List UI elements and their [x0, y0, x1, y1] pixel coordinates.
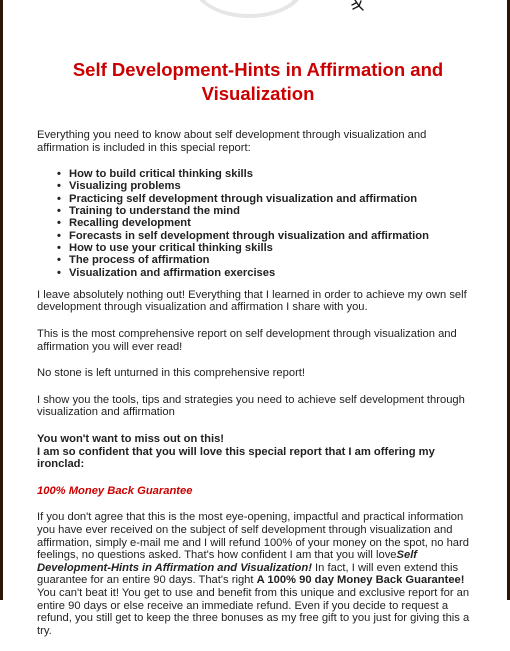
bullet-dot-icon: •: [57, 217, 61, 230]
list-item: • The process of affirmation: [57, 254, 210, 267]
list-item: • How to build critical thinking skills: [57, 168, 253, 181]
list-item: • Forecasts in self development through visualization and affirmation: [57, 229, 429, 242]
bullet-dot-icon: •: [57, 168, 61, 181]
intro-paragraph: Everything you need to know about self development through visualization and affirmation is included in this special report:: [37, 129, 427, 154]
bullet-dot-icon: •: [57, 192, 61, 205]
confidence-line-1: You won't want to miss out on this!: [37, 433, 225, 446]
comprehensive-paragraph: This is the most comprehensive report on self development through visualization and affirmation you will ever read!: [37, 328, 457, 353]
bullet-dot-icon: •: [57, 241, 61, 254]
nothing-out-paragraph: I leave absolutely nothing out! Everything that I learned in order to achieve my own self development through visualization and affirmation I share with you.: [37, 288, 467, 314]
no-stone-paragraph: No stone is left unturned in this comprehensive report!: [37, 367, 306, 380]
list-item: • Practicing self development through visualization and affirmation: [57, 192, 418, 205]
bullet-dot-icon: •: [57, 229, 61, 242]
tools-paragraph: I show you the tools, tips and strategies you need to achieve self development through visualization and affirmation: [37, 393, 465, 419]
confidence-paragraph: [37, 433, 479, 471]
bullet-dot-icon: •: [57, 205, 61, 218]
header-art-icon: [3, 0, 507, 50]
bullet-dot-icon: •: [57, 180, 61, 193]
guarantee-text-3: You can't beat it! You get to use and benefit from this unique and exclusive report for an entire 90 days or else receive an immediate refund. Even if you decide to request a refund, you still get to keep the three bonuses as my free gift to you just for giving this a try.: [37, 586, 470, 637]
guarantee-text-1: If you don't agree that this is the most eye-opening, impactful and practical information you have ever received on the subject of self development through visualization and affirmation, simply e-mail me and I will refund 100% of your money on the spot, no hard feelings, no questions asked. That's how confident I am that you will love: [37, 511, 469, 562]
article-content: [37, 58, 479, 651]
list-item: • Visualization and affirmation exercises: [57, 266, 276, 279]
bullet-dot-icon: •: [57, 254, 61, 267]
bullet-dot-icon: •: [57, 266, 61, 279]
guarantee-paragraph: [37, 511, 479, 637]
list-item: • Training to understand the mind: [57, 205, 240, 218]
ninety-day-guarantee: A 100% 90 day Money Back Guarantee!: [256, 574, 465, 587]
list-item: • Visualizing problems: [57, 180, 181, 193]
guarantee-heading-paragraph: [37, 485, 479, 498]
hints-list: [37, 168, 479, 279]
product-name: Self Development-Hints in Affirmation and Visualization!: [37, 549, 418, 574]
list-item: • How to use your critical thinking skills: [57, 241, 273, 254]
confidence-line-2: I am so confident that you will love this special report that I am offering my ironclad:: [37, 445, 435, 471]
page-title: Self Development-Hints in Affirmation and Visualization: [72, 59, 444, 104]
list-item: • Recalling development: [57, 217, 191, 230]
guarantee-text-2: In fact, I will even extend this guarantee for an entire 90 days. That's right: [37, 561, 459, 587]
guarantee-heading: 100% Money Back Guarantee: [37, 484, 193, 497]
